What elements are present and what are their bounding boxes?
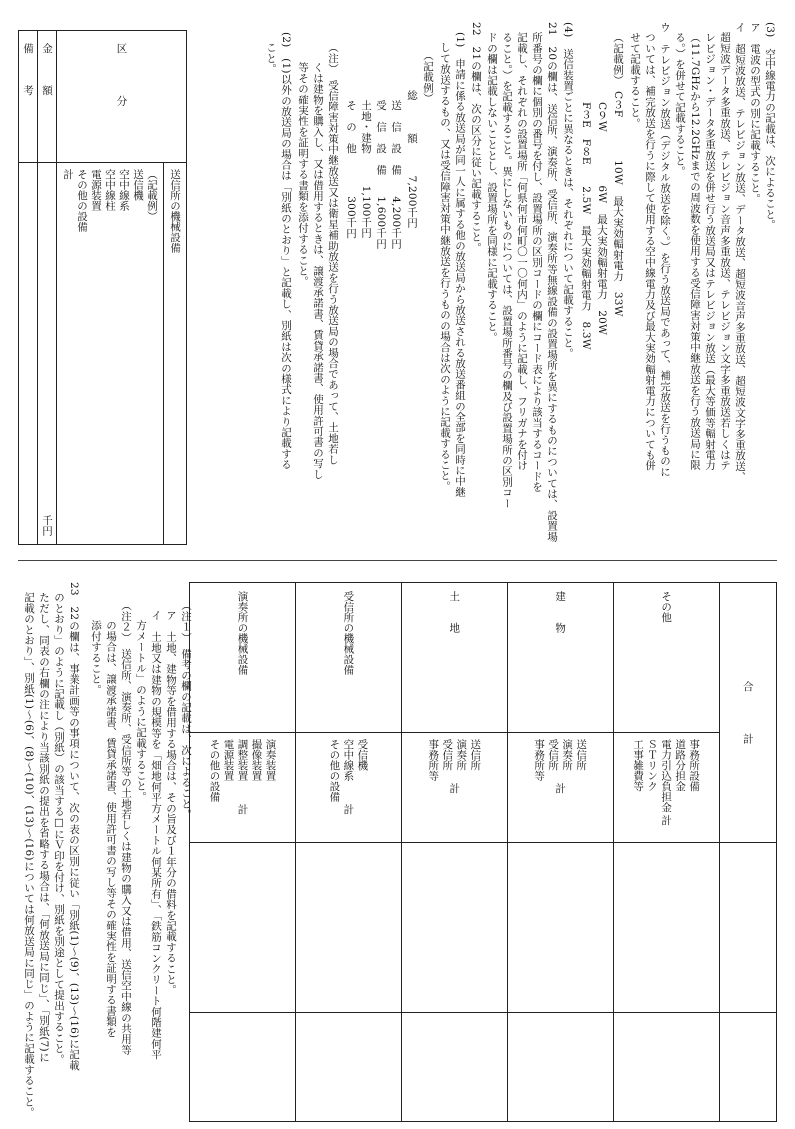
row-items: （記載例） 送信機 空中線系 空中線柱 電源装置 その他の設備 計 (62, 169, 158, 232)
kingaku-cell (38, 163, 57, 545)
unit-label: 千円 (41, 515, 53, 536)
text-column: レビジョン・データ多重放送を併せ行う放送局又はテレビジョン放送（最大等価等輻射電力 (704, 32, 716, 471)
header-kingaku: 金 額 (41, 43, 53, 96)
remark-cell (613, 1013, 719, 1122)
note-text: 等その確実性を証明する書類を添付すること。 (297, 62, 309, 287)
note-text: の場合は、譲渡承諾書、賃貸承諾書、使用許可書の写し等その確実性を証明する書類を (105, 620, 117, 1038)
items-cell (295, 733, 401, 843)
example-block: C９W 6W 最大実効輻射電力 20W (596, 102, 608, 336)
text-column: こと。 (265, 42, 277, 75)
note-text: 添付すること。 (90, 620, 102, 695)
note-text: 方メートル」のように記載すること。 (135, 620, 147, 802)
kubun-column (57, 31, 187, 163)
example-block: 土地・建物 1,100千円 (360, 100, 372, 239)
biko-column (19, 31, 38, 163)
text-column: ただし、同表の右欄の注により当該別紙の提出を省略する場合は、「何放送局に同じ」、「別紙(7)に (38, 592, 50, 1063)
group-cell (295, 583, 401, 733)
group-items: 送信所 演奏所 受信所 事務所等 (427, 739, 482, 781)
group-label: 演奏所の機械設備 (236, 591, 249, 675)
amount-cell (613, 843, 719, 1013)
group-items: 演奏装置 撮像装置 調整装置 電源装置 その他の設備 (208, 739, 277, 802)
text-column: 21 20の欄は、送信所、演奏所、受信所、演奏所等無線設備の設置場所を異にするものについては、設置場 (546, 22, 558, 542)
total-label: 合 計 (741, 681, 754, 744)
text-column: して放送するもの、又は受信障害対策中継放送を行うものの場合は次のように記載すること。 (439, 42, 451, 492)
text-column: 所番号の欄に個別の番号を付し、設置場所の区別コードの欄にコード表により該当するコードを (531, 32, 543, 493)
remark-cell (719, 1013, 776, 1122)
example-block: 総 額 7,200千円 (406, 90, 418, 229)
kei-label: 計 (660, 814, 673, 825)
text-column: 記載し、それぞれの設置場所「何県何市何町〇一〇何内」のように記載し、フリガナを付け (516, 32, 528, 471)
kei-label: 計 (554, 783, 567, 794)
text-column: 超短波データ多重放送、テレビジョン音声多重放送、テレビジョン文字多重放送若しくはテ (719, 32, 731, 471)
text-column: 記載のとおり」、別紙(1)〜(6)、(8)〜(10)、(13)〜(16)については何放送局に同じ」のように記載すること。 (23, 592, 35, 1118)
amount-cell (507, 843, 613, 1013)
note-text: くは建物を購入し、又は借用するときは、譲渡承諾書、賃貸承諾書、使用許可書の写し (312, 62, 324, 480)
biko-cell (19, 163, 38, 545)
text-column: 22 21の欄は、次の区分に従い記載すること。 (470, 22, 482, 253)
group-label: その他 (660, 591, 673, 623)
example-block: そ の 他 300千円 (345, 100, 357, 239)
items-cell (190, 733, 296, 843)
text-column: ウ テレビジョン放送（デジタル放送を除く。）を行う放送局であって、補完放送を行うものに (659, 22, 671, 477)
text-column: ること。）を記載すること。異にしないものについては、設置場所番号の欄及び設置場所の区別コー (501, 32, 513, 509)
group-label: 受信所の機械設備 (342, 591, 355, 675)
row-label: 送信所の機械設備 (163, 163, 186, 544)
amount-cell (295, 843, 401, 1013)
group-cell (190, 583, 296, 733)
example-block: F３E F８E 2.5W 最大実効輻射電力 8.3W (580, 102, 592, 350)
kei-label: 計 (236, 804, 249, 815)
text-column: る。）を併せて記載すること。 (674, 32, 686, 177)
remark-cell (295, 1013, 401, 1122)
header-biko: 備 考 (22, 43, 34, 96)
kingaku-column (38, 31, 57, 163)
example-block: （記載例） (422, 50, 434, 104)
text-column: 23 22の欄は、事業計画等の事項について、次の表の区別に従い「別紙(1)〜(9)、(13)〜(16)に記載 (68, 582, 80, 1071)
amount-cell (401, 843, 507, 1013)
group-label: 土 地 (448, 591, 461, 633)
remark-cell (401, 1013, 507, 1122)
group-label: 建 物 (554, 591, 567, 633)
amount-cell (719, 843, 776, 1013)
budget-table-example (18, 30, 187, 545)
text-column: せて記載すること。 (629, 32, 641, 129)
text-column: (2) (1)以外の放送局の場合は「別紙のとおり」と記載し、別紙は次の様式により記載する (280, 32, 292, 470)
text-column: イ 超短波放送、テレビジョン放送、データ放送、超短波音声多重放送、超短波文字多重放送、 (734, 22, 746, 483)
group-items: 受信機 空中線系 その他の設備 (328, 739, 369, 802)
example-block: （記載例） C３F 10W 最大実効輻射電力 33W (612, 32, 624, 317)
example-block: 送 信 設 備 4,200千円 (390, 100, 402, 249)
items-cell (401, 733, 507, 843)
remark-cell (190, 1013, 296, 1122)
group-cell (507, 583, 613, 733)
group-items: 事務所設備 道路分担金 電力引込負担金 ＳＴリンク 工事雑費等 (632, 739, 701, 813)
group-cell (613, 583, 719, 733)
items-cell (613, 733, 719, 843)
kei-label: 計 (448, 783, 461, 794)
text-column: ア 電波の型式の別に記載すること。 (749, 22, 761, 204)
text-column: （11.7GHzから12.2GHzまでの周波数を使用する受信障害対策中継放送を行う放送局に限 (689, 32, 701, 471)
group-cell (401, 583, 507, 733)
note-text: （注） 受信障害対策中継放送又は衛星補助放送を行う放送局の場合であって、土地若し (327, 42, 339, 465)
header-kubun: 区 分 (115, 43, 128, 106)
text-column: ドの欄は記載しないこととし、設置場所を同様に記載すること。 (486, 32, 498, 343)
budget-table-full (189, 582, 777, 1122)
total-cell (719, 583, 776, 843)
text-column: (3) 空中線電力の記載は、次によること。 (764, 22, 776, 231)
note-text: （注２） 送信所、演奏所、受信所等の土地若しくは建物の購入又は借用、送信空中線の共用等 (120, 600, 132, 1055)
example-block: 受 信 設 備 1,600千円 (375, 100, 387, 249)
remark-cell (507, 1013, 613, 1122)
note-text: イ 土地又は建物の規模等を「畑地何平方メートル何某所有」、「鉄筋コンクリート何階建何平 (150, 610, 162, 1060)
text-column: ついては、補完放送を行うに際して使用する空中線電力及び最大実効輻射電力についても併 (644, 32, 656, 471)
text-column: (1) 申請に係る放送局が同一人に属する他の放送局から放送される放送番組の全部を同時に中継 (454, 32, 466, 497)
amount-cell (190, 843, 296, 1013)
note-text: （注１） 備考の欄の記載は、次によること。 (180, 600, 192, 820)
kei-label: 計 (342, 804, 355, 815)
text-column: のとおり」のように記載し（別紙）の該当する□にＶ印を付け、別紙を別途として提出すること。 (53, 592, 65, 1065)
items-cell (507, 733, 613, 843)
group-items: 送信所 演奏所 受信所 事務所等 (533, 739, 588, 781)
text-column: (4) 送信装置ごとに異なるときは、それぞれについて記載すること。 (562, 22, 574, 359)
section-divider (18, 560, 777, 561)
note-text: ア 土地、建物等を借用する場合は、その旨及び１年分の借料を記載すること。 (165, 610, 177, 996)
kubun-cell (57, 163, 187, 545)
